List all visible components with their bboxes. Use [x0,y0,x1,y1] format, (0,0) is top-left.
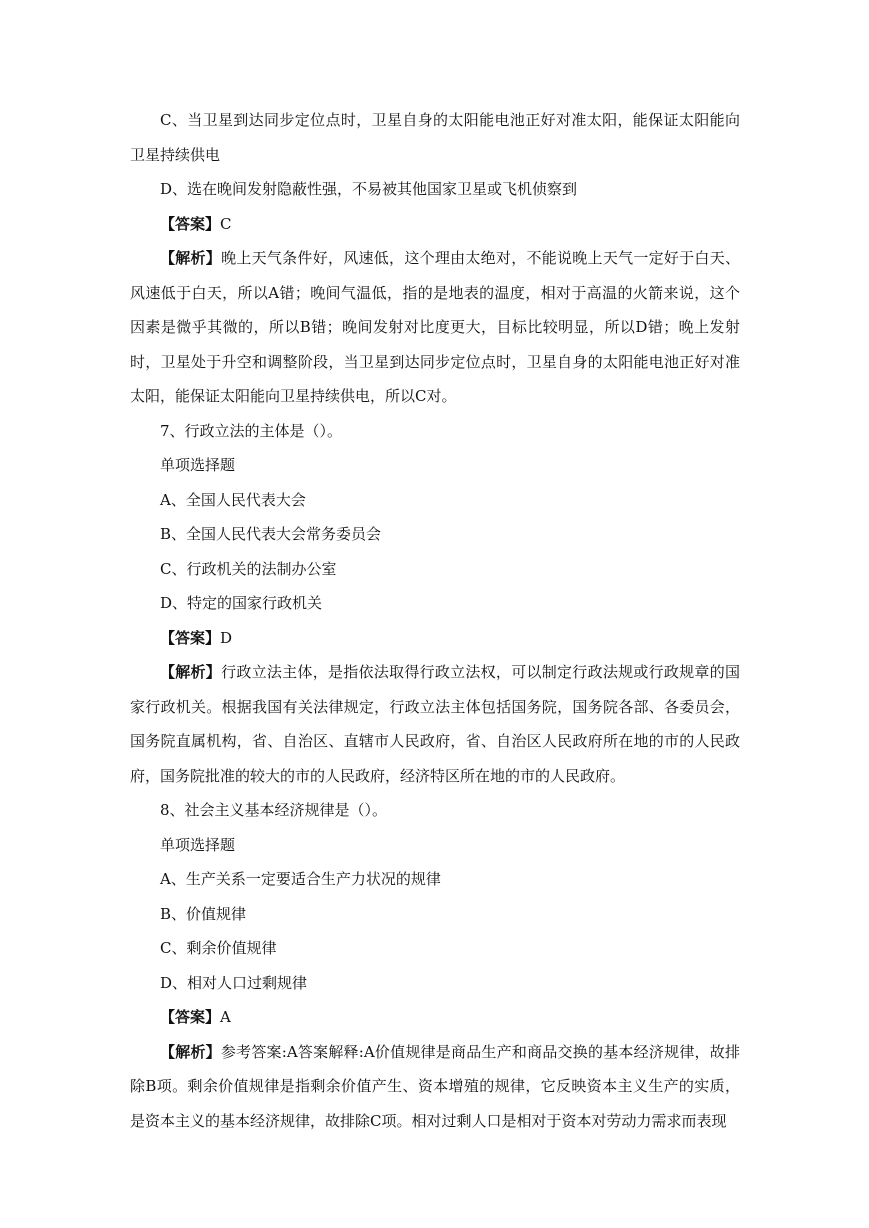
answer-value: D [220,628,233,647]
q8-analysis [130,1035,740,1139]
q7-option-c: C、行政机关的法制办公室 [160,559,337,578]
q7-analysis [130,655,740,793]
analysis-tag: 【解析】 [160,663,222,681]
q7-option-d: D、特定的国家行政机关 [160,594,323,612]
answer-tag: 【答案】 [160,628,221,647]
q8-answer [130,1000,740,1035]
document-body [130,103,740,1138]
analysis-tag: 【解析】 [160,249,222,267]
q7-option-b: B、全国人民代表大会常务委员会 [160,525,382,543]
q6-analysis [130,241,740,414]
q6-answer [130,207,740,242]
q6-option-d: D、选在晚间发射隐蔽性强，不易被其他国家卫星或飞机侦察到 [160,180,578,198]
q7-question: 7、行政立法的主体是（）。 [160,421,343,440]
answer-tag: 【答案】 [160,1008,221,1026]
q8-option-c: C、剩余价值规律 [160,939,277,957]
q6-option-c: C、当卫星到达同步定位点时，卫星自身的太阳能电池正好对准太阳，能保证太阳能向卫星持续供电 [130,111,740,164]
q8-option-d: D、相对人口过剩规律 [160,973,308,992]
q8-option-a: A、生产关系一定要适合生产力状况的规律 [160,870,441,888]
analysis-text: 晚上天气条件好，风速低，这个理由太绝对，不能说晚上天气一定好于白天、风速低于白天，所以A错；晚间气温低，指的是地表的温度，相对于高温的火箭来说，这个因素是微乎其微的，所以B错；晚间发射对比度更大，目标比较明显，所以D错；晚上发射时，卫星处于升空和调整阶段，当卫星到达同步定位点时，卫星自身的太阳能电池正好对准太阳，能保证太阳能向卫星持续供电，所以C对。 [130,249,740,405]
answer-value: A [220,1008,231,1026]
analysis-text: 参考答案:A答案解释:A价值规律是商品生产和商品交换的基本经济规律，故排除B项。剩余价值规律是指剩余价值产生、资本增殖的规律，它反映资本主义生产的实质，是资本主义的基本经济规律，故排除C项。相对过剩人口是相对于资本对劳动力需求而表现 [130,1042,740,1130]
answer-value: C [220,214,232,233]
q8-type: 单项选择题 [160,835,236,854]
q7-type: 单项选择题 [160,456,236,474]
q8-question: 8、社会主义基本经济规律是（）。 [160,801,388,819]
q8-option-b: B、价值规律 [160,904,247,923]
answer-tag: 【答案】 [160,214,221,233]
q7-answer [130,621,740,656]
q7-option-a: A、全国人民代表大会 [160,490,306,509]
analysis-text: 行政立法主体，是指依法取得行政立法权，可以制定行政法规或行政规章的国家行政机关。根据我国有关法律规定，行政立法主体包括国务院，国务院各部、各委员会，国务院直属机构，省、自治区、直辖市人民政府，省、自治区人民政府所在地的市的人民政府，国务院批准的较大的市的人民政府，经济特区所在地的市的人民政府。 [130,663,740,785]
analysis-tag: 【解析】 [160,1042,221,1061]
